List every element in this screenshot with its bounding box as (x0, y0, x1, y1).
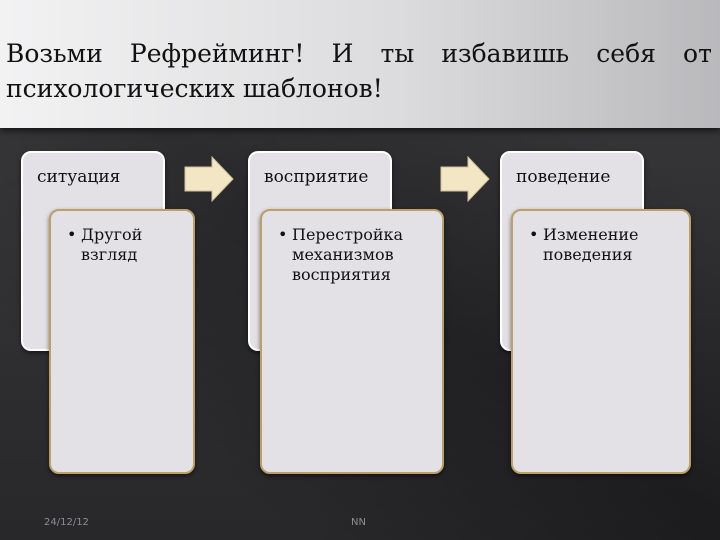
footer-page-number: NN (351, 517, 366, 528)
bullet-item: • Другой взгляд (81, 225, 193, 265)
title-line-1 (6, 36, 712, 71)
bullet-item: • Изменение поведения (543, 225, 689, 265)
title-word: себя (596, 39, 656, 68)
step-detail-situation (49, 209, 195, 474)
slide-title (6, 36, 712, 106)
step-detail-perception (260, 209, 444, 474)
step-detail-behavior (511, 209, 691, 474)
title-word: Возьми (6, 39, 103, 68)
bullet-list (513, 225, 689, 265)
bullet-item: • Перестройка механизмов восприятия (292, 225, 442, 285)
bullet-list (51, 225, 193, 265)
step-label: поведение (516, 167, 611, 187)
title-word: Рефрейминг! (129, 39, 305, 68)
footer-date: 24/12/12 (44, 517, 89, 528)
step-label: восприятие (264, 167, 369, 187)
right-arrow-icon (440, 156, 490, 202)
step-label: ситуация (37, 167, 121, 187)
right-arrow-icon (184, 156, 234, 202)
title-word: избавишь (441, 39, 570, 68)
title-word: от (683, 39, 712, 68)
title-word: ты (380, 39, 415, 68)
title-word: И (331, 39, 354, 68)
bullet-list (262, 225, 442, 285)
title-line-2: психологических шаблонов! (6, 74, 383, 103)
title-bar (0, 0, 720, 128)
